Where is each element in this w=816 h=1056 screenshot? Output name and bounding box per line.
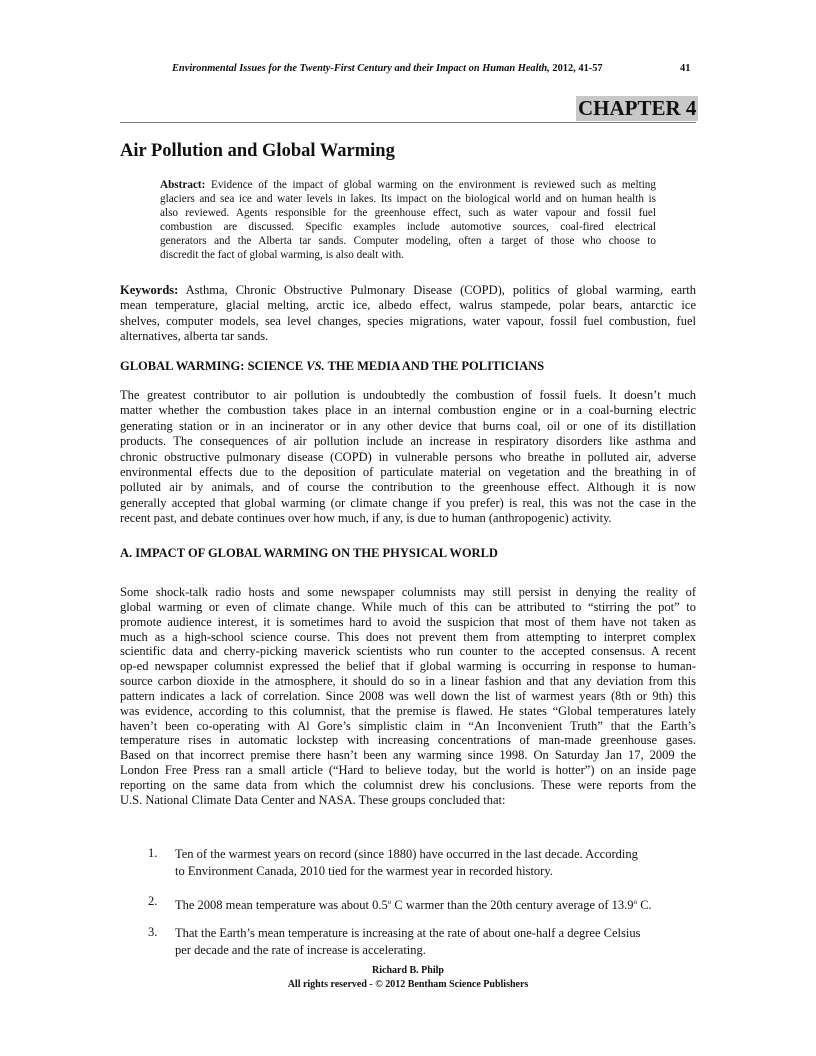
text-line [120,283,696,298]
text-line [120,450,696,465]
line-text: discredit the fact of global warming, is also dealt with. [160,248,404,261]
line-text: products. The consequences of air pollution include an increase in respiratory disorders like asthma and [120,434,696,449]
list-line: Ten of the warmest years on record (since 1880) have occurred in the last decade. According [175,847,638,861]
text-line [120,419,696,434]
degree-mark: o [633,898,638,906]
footer-author: Richard B. Philp [372,965,444,976]
running-title: Environmental Issues for the Twenty-First Century and their Impact on Human Health, [172,63,550,74]
text-line [120,659,696,674]
list-item-1 [175,846,638,880]
list-item-3 [175,925,640,959]
chapter-title: Air Pollution and Global Warming [120,141,395,161]
text-line [120,496,696,511]
line-text: generally accepted that global warming (or climate change if you prefer) is real, this was not the case in the [120,495,696,510]
line-text: reporting on the same data from which the columnist drew his conclusions. These were reports from the [120,777,696,792]
text-line [120,434,696,449]
text-line [120,615,696,630]
text-line [120,314,696,329]
list-line: That the Earth’s mean temperature is increasing at the rate of about one-half a degree Celsius [175,926,641,940]
text-line [120,465,696,480]
running-header [172,63,603,74]
line-text: Asthma, Chronic Obstructive Pulmonary Disease (COPD), politics of global warming, earth [178,283,696,297]
line-text: temperature rises in automatic lockstep with increasing concentrations of man-made greenhouse gases. [120,733,696,748]
line-text: shelves, computer models, sea level changes, species migrations, water vapour, fossil fuel combustion, fuel [120,313,696,328]
section-heading-global-warming [120,359,544,374]
text-line [120,674,696,689]
text-line [120,719,696,734]
line-text: scientific data and cherry-picking maverick scientists who run counter to the accepted consensus. A recent [120,644,696,659]
text-line [120,298,696,313]
list-number: 2. [148,894,158,908]
text-line [120,733,696,748]
line-text: generating station or in an incinerator or in any other device that burns coal, oil or one of its distillation [120,418,696,433]
text-line [120,689,696,704]
line-text: London Free Press ran a small article (“Hard to believe today, but the world is hotter”) on an inside page [120,763,696,778]
text-line [120,778,696,793]
line-text: also reviewed. Agents responsible for the greenhouse effect, such as water vapour and fossil fuel [160,206,656,219]
line-text: haven’t been co-operating with Al Gore’s simplistic claim in “An Inconvenient Truth” that the Earth’s [120,718,696,733]
line-text: Some shock-talk radio hosts and some newspaper columnists may still persist in denying the reality of [120,585,696,599]
line-text: op-ed newspaper columnist expressed the belief that if global warming is occurring in response to human- [120,659,696,674]
heading-vs: VS. [306,359,325,373]
line-text: alternatives, alberta tar sands. [120,329,269,344]
line-text: global warming or even of climate change. While much of this can be attributed to “stirring the pot” to [120,599,696,614]
list-number: 3. [148,925,158,939]
header-rule [120,122,696,123]
text-line [120,585,696,600]
footer-copyright: All rights reserved - © 2012 Bentham Science Publishers [287,979,529,990]
text-line [120,600,696,615]
text-line [120,763,696,778]
list-text: The 2008 mean temperature was about 0.5 [175,898,388,913]
line-text: promote audience interest, it is sometimes hard to avoid the suspicion that most of them have not taken as [120,614,696,629]
text-line [120,793,696,808]
line-text: combustion are discussed. Specific examples include automotive sources, coal-fired electrical [160,220,656,233]
line-text: generators and the Alberta tar sands. Computer modeling, often a target of those who choose to [160,234,656,247]
text-line [160,221,656,235]
line-text: matter whether the combustion takes place in an internal combustion engine or in a coal-burning electric [120,403,696,418]
line-text: The greatest contributor to air pollution is undoubtedly the combustion of fossil fuels. It doesn’t much [120,388,696,402]
line-text: Based on that incorrect premise there hasn’t been any warming since 1998. On Saturday Jan 17, 2009 the [120,748,696,763]
text-line [160,249,656,263]
line-text: pattern indicates a lack of correlation. Since 2008 was well down the list of warmest years (8th or 9th) this [120,688,696,703]
line-text: mean temperature, glacial melting, arctic ice, albedo effect, walrus stampede, polar bears, antarctic ice [120,298,696,313]
page-number: 41 [680,63,691,74]
line-text: Evidence of the impact of global warming on the environment is reviewed such as melting [205,179,656,191]
text-line [160,193,656,207]
paragraph-intro [120,388,696,527]
text-line [160,235,656,249]
line-text: U.S. National Climate Data Center and NASA. These groups concluded that: [120,792,506,807]
line-text: recent past, and debate continues over how much, if any, is due to human (anthropogenic) activity. [120,511,612,526]
list-item-2 [175,894,652,914]
text-line [160,179,656,193]
text-line [160,207,656,221]
section-heading-physical-world: A. IMPACT OF GLOBAL WARMING ON THE PHYSICAL WORLD [120,546,498,560]
list-text: C warmer than the 20th century average of 13.9 [391,898,634,913]
list-text: C. [637,898,652,913]
line-text: environmental effects due to the deposition of particulate material on vegetation and the breathing in of [120,465,696,480]
line-text: polluted air by animals, and of course the contribution to the greenhouse effect. Although it is now [120,480,696,495]
line-text: much as a high-school science course. This does not prevent them from attempting to interpret complex [120,629,696,644]
text-line [120,630,696,645]
text-line [120,511,696,526]
text-line [120,644,696,659]
line-text: glaciers and sea ice and water levels in lakes. Its impact on the biological world and on human health is [160,192,656,205]
text-line [120,403,696,418]
chapter-label: CHAPTER 4 [578,96,697,120]
text-line [120,329,696,344]
heading-text: GLOBAL WARMING: SCIENCE [120,359,307,373]
list-number: 1. [148,846,158,860]
text-line [120,480,696,495]
heading-text: THE MEDIA AND THE POLITICIANS [324,359,545,373]
abstract [160,179,656,262]
text-line [120,748,696,763]
keywords [120,283,696,345]
list-line: to Environment Canada, 2010 tied for the warmest year in recorded history. [175,864,553,878]
degree-mark: o [387,898,392,906]
line-text: chronic obstructive pulmonary disease (COPD) in vulnerable persons who breathe in polluted air, adverse [120,449,696,464]
text-line [120,388,696,403]
line-text: source carbon dioxide in the atmosphere, it should do so in a linear fashion and that any deviation from this [120,674,696,689]
text-line [120,704,696,719]
list-line: per decade and the rate of increase is accelerating. [175,943,426,957]
label: Keywords: [120,283,179,297]
running-year-pages: 2012, 41-57 [549,63,603,74]
line-text: was evidence, according to this columnist, that the premise is flawed. He states “Global temperatures lately [120,703,696,718]
paragraph-physical-world [120,585,696,808]
label: Abstract: [160,179,206,191]
